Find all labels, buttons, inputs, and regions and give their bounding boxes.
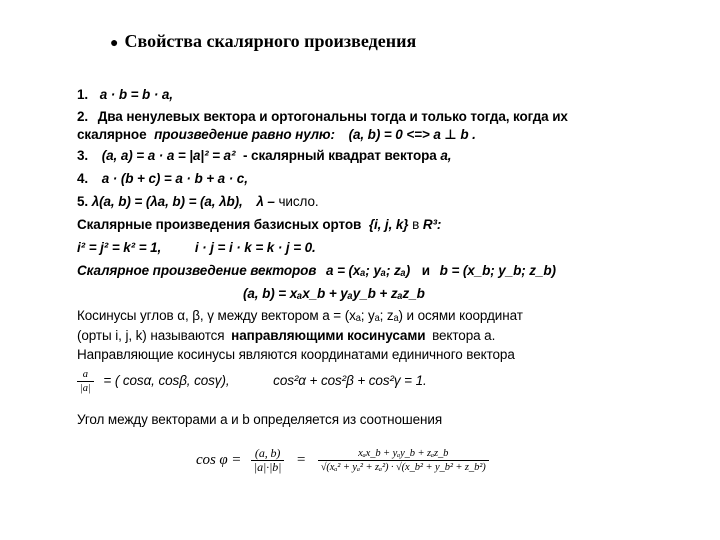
basis-cross-formula: i · j = i · k = k · j = 0. — [194, 240, 316, 255]
direction-cosines-formula: $\frac{a}{|a|}$ = ( cosα, cosβ, cosγ), cos²α + cos²β + cos²γ = 1. — [77, 366, 427, 396]
property-3: 3. (a, a) = a · a = |a|² = a² - скалярный квадрат вектора a, — [77, 148, 452, 163]
angle-line: Угол между векторами a и b определяется из соотношения — [77, 412, 443, 427]
property-1: 1. a · b = b · a, — [77, 87, 173, 102]
commutativity-formula: a · b = b · a, — [99, 87, 173, 102]
slide-title: ● Свойства скалярного произведения — [110, 31, 417, 51]
bullet-icon: ● — [110, 36, 119, 51]
property-2-line2: скалярное произведение равно нулю: (a, b) = 0 <=> a ⊥ b . — [77, 127, 476, 142]
basis-products — [77, 239, 316, 257]
scalar-square-formula: (a, a) = a · a = |a|² = a² — [101, 148, 236, 163]
property-4: 4. a · (b + c) = a · b + a · c, — [77, 171, 248, 186]
cos-fraction-coordinates: $\frac{\text{xₐx\_b + yₐy\_b + zₐz\_b}}{\text{√(xₐ² + yₐ² + zₐ²) · √(x\_b² + y\_b² + z\_b²)}}$ — [318, 447, 489, 474]
basis-squares-formula: i² = j² = k² = 1, — [77, 240, 162, 255]
property-2-line1: 2. Два ненулевых вектора и ортогональны тогда и только тогда, когда их — [77, 109, 568, 124]
direction-cosines-line1: Косинусы углов α, β, γ между вектором a = (xₐ; yₐ; zₐ) и осями координат — [77, 308, 523, 323]
direction-cosines-line3: Направляющие косинусы являются координатами единичного вектора — [77, 347, 515, 362]
angle-formula: cos φ = $\frac{(a, b)}{|a|\cdot|b|}$ = $\frac{\text{xₐx\_b + yₐy\_b + zₐz\_b}}{\text{√(xₐ² + yₐ² + zₐ²) · √(x\_b² + y\_b² + z\_b²)}}$ — [196, 442, 489, 478]
basis-heading: Скалярные произведения базисных ортов {i, j, k} в R³: — [77, 217, 442, 232]
orthogonality-formula: (a, b) = 0 <=> a ⊥ b . — [348, 127, 476, 142]
cos-fraction-vectors: $\frac{(a, b)}{|a|\cdot|b|}$ — [251, 447, 285, 474]
property-5: 5. λ(a, b) = (λa, b) = (a, λb), λ – число. — [77, 194, 319, 209]
coordinate-formula: (a, b) = xₐx_b + yₐy_b + zₐz_b — [243, 286, 425, 301]
scalar-multiple-formula: λ(a, b) = (λa, b) = (a, λb), — [91, 194, 243, 209]
direction-cosines-line2: (орты i, j, k) называются направляющими косинусами вектора a. — [77, 328, 496, 343]
coordinate-form-line: Скалярное произведение векторов a = (xₐ; yₐ; zₐ) и b = (x_b; y_b; z_b) — [77, 263, 556, 278]
distributivity-formula: a · (b + c) = a · b + a · c, — [101, 171, 248, 186]
unit-vector-fraction: $\frac{a}{|a|}$ — [77, 368, 94, 395]
